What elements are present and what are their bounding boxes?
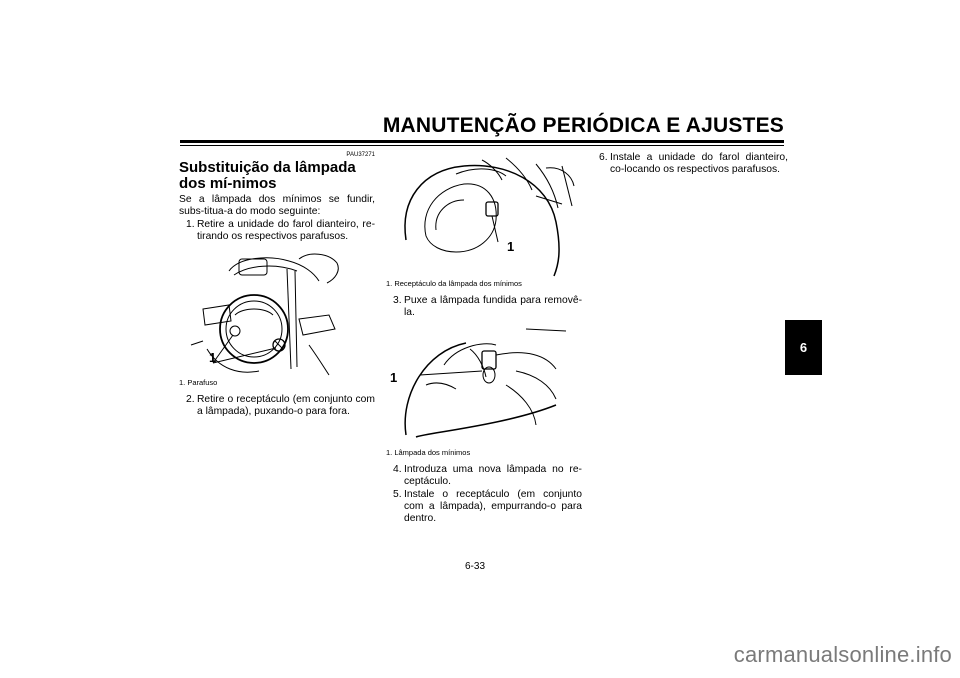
step-5 [386, 489, 582, 526]
header-rule-thin [180, 145, 784, 146]
figure-callout-label: 1 [390, 369, 398, 385]
section-title: Substituição da lâmpada dos mí-nimos [179, 159, 356, 192]
section-code: PAU37271 [346, 152, 375, 158]
step-number: 5. [393, 488, 402, 500]
chapter-tab[interactable]: 6 [785, 320, 822, 375]
step-2 [179, 394, 375, 419]
figure-caption: 1. Receptáculo da lâmpada dos mínimos [386, 279, 522, 288]
column-3 [592, 152, 788, 177]
step-text: Retire o receptáculo (em conjunto com a lâmpada), puxando-o para fora. [197, 393, 375, 418]
step-number: 1. [186, 218, 195, 230]
watermark[interactable]: carmanualsonline.info [733, 642, 952, 667]
step-3 [386, 295, 582, 320]
step-number: 2. [186, 393, 195, 405]
page-number: 6-33 [465, 561, 486, 572]
figure-bulb-socket [386, 156, 582, 278]
bulb-illustration [386, 325, 576, 447]
page-title: MANUTENÇÃO PERIÓDICA E AJUSTES [382, 114, 784, 137]
headlight-screws-illustration [179, 249, 359, 377]
figure-callout-label: 1 [209, 349, 217, 365]
step-4 [386, 464, 582, 489]
column-1 [179, 152, 375, 418]
intro-text: Se a lâmpada dos mínimos se fundir, subs-titua-a do modo seguinte: [179, 194, 375, 218]
column-2 [386, 152, 582, 526]
step-number: 3. [393, 295, 402, 306]
step-text: Retire a unidade do farol dianteiro, re-tirando os respectivos parafusos. [197, 218, 375, 243]
bulb-socket-illustration [386, 156, 576, 278]
step-6 [592, 152, 788, 177]
step-text: Instale a unidade do farol dianteiro, co-locando os respectivos parafusos. [610, 152, 788, 176]
figure-caption: 1. Parafuso [179, 377, 218, 387]
figure-headlight-screws [179, 249, 375, 377]
header-rule-thick [180, 140, 784, 143]
step-number: 4. [393, 463, 402, 475]
figure-caption: 1. Lâmpada dos mínimos [386, 447, 471, 457]
figure-callout-label: 1 [507, 239, 515, 254]
figure-bulb [386, 325, 582, 447]
step-number: 6. [599, 152, 608, 163]
step-text: Introduza uma nova lâmpada no re-ceptáculo. [404, 463, 582, 488]
step-text: Instale o receptáculo (em conjunto com a lâmpada), empurrando-o para dentro. [404, 488, 582, 525]
step-text: Puxe a lâmpada fundida para removê-la. [404, 295, 582, 319]
step-1 [179, 219, 375, 244]
